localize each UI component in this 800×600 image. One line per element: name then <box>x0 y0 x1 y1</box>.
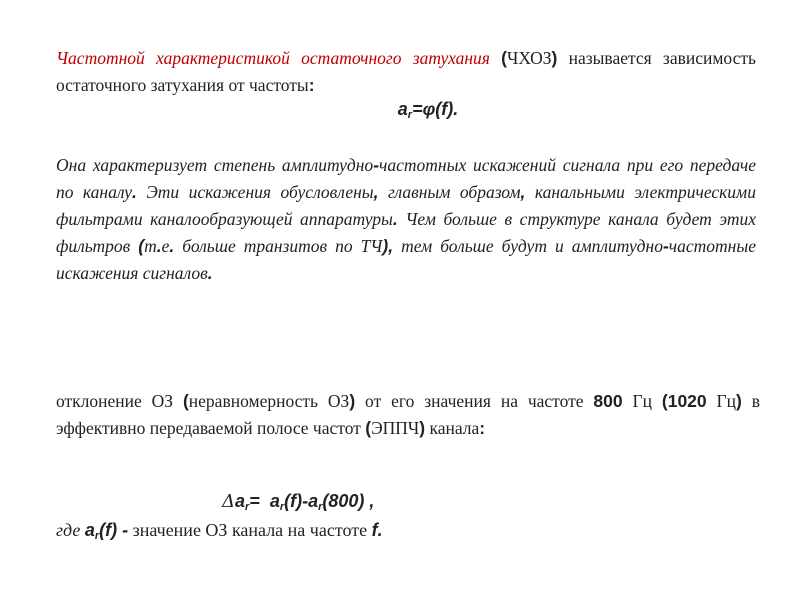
para-period-2: . <box>392 209 398 229</box>
dev-text-4: Гц <box>622 391 662 411</box>
f2-mid: (f)- <box>284 491 309 511</box>
formula-sub: r <box>407 109 413 121</box>
f2-a1: a <box>235 491 246 511</box>
where-gde: где <box>56 520 85 540</box>
para-text-1: Она характеризует степень амплитудно <box>56 155 374 175</box>
para-text-3: Эти искажения обусловлены <box>136 182 374 202</box>
para-text-8: тем больше будут и амплитудно <box>393 236 663 256</box>
para-period-1: . <box>132 182 137 202</box>
description-paragraph <box>56 152 756 287</box>
formula-delta <box>222 491 374 513</box>
formula-a: a <box>397 99 408 119</box>
dev-text-6: в эффективно передаваемой полосе частот <box>56 391 761 438</box>
dev-paren-open-1: ( <box>182 391 189 411</box>
para-dash-1: - <box>373 155 380 175</box>
formula-ar <box>0 99 800 121</box>
dev-text-3: от его значения на частоте <box>355 391 594 411</box>
definition-paragraph <box>56 45 756 99</box>
definition-rest: называется зависимость остаточного затухания от частоты <box>56 48 756 95</box>
dev-text-1: отклонение ОЗ <box>56 391 183 411</box>
dev-text-2: неравномерность ОЗ <box>188 391 350 411</box>
where-text: значение ОЗ канала на частоте <box>128 520 372 540</box>
para-comma-2: , <box>520 182 526 202</box>
para-text-9: частотные искажения сигналов <box>56 236 756 283</box>
f2-a3: a <box>308 491 319 511</box>
para-period-3: . <box>207 263 213 283</box>
where-sub: r <box>94 530 100 542</box>
para-comma-1: , <box>373 182 379 202</box>
dev-text-7: ЭППЧ <box>371 418 420 438</box>
dev-paren-open-3: ( <box>365 418 372 438</box>
definition-colon: : <box>308 75 315 95</box>
dev-paren-open-2: ( <box>661 391 668 411</box>
definition-term: Частотной характеристикой остаточного затухания <box>56 48 490 68</box>
f2-eq: = <box>249 491 265 511</box>
para-text-7: больше транзитов по ТЧ <box>174 236 383 256</box>
formula-rest: =φ(f). <box>412 99 459 119</box>
dev-paren-close-2: ) <box>736 391 742 411</box>
dev-number-1020: 1020 <box>667 391 707 411</box>
delta-symbol: Δ <box>222 491 235 512</box>
para-te: т <box>144 236 157 256</box>
abbr-open: ( <box>501 48 507 68</box>
abbr: ЧХОЗ <box>507 48 552 68</box>
f2-sub1: r <box>245 501 250 513</box>
para-text-6: Чем больше в структуре канала будет этих фильтров <box>56 209 756 256</box>
para-text-2: частотных искажений сигнала при его передаче по каналу <box>56 155 756 202</box>
abbr-close: ) <box>551 48 558 68</box>
deviation-paragraph <box>56 388 760 442</box>
where-a: a <box>84 520 95 540</box>
para-paren-close: ) <box>382 236 389 256</box>
para-ee: е <box>161 236 170 256</box>
dev-paren-close-3: ) <box>419 418 426 438</box>
where-f: (f) - <box>99 520 129 540</box>
dev-text-5: Гц <box>706 391 737 411</box>
dev-number-800: 800 <box>593 391 623 411</box>
dev-paren-close-1: ) <box>349 391 356 411</box>
f2-end: (800) , <box>322 491 375 511</box>
para-text-4: главным образом <box>378 182 521 202</box>
f2-sub2: r <box>279 501 285 513</box>
para-comma-3: , <box>388 236 394 256</box>
f2-sub3: r <box>318 501 323 513</box>
para-paren-open: ( <box>138 236 145 256</box>
para-dot: . <box>156 236 162 256</box>
para-dot-2: . <box>169 236 175 256</box>
f2-a2: a <box>269 491 280 511</box>
para-dash-2: - <box>662 236 669 256</box>
where-line <box>56 520 383 542</box>
where-fv: f. <box>371 520 383 540</box>
para-text-5: канальными электрическими фильтрами каналообразующей аппаратуры <box>56 182 756 229</box>
dev-text-8: канала <box>425 418 480 438</box>
dev-colon: : <box>479 418 486 438</box>
